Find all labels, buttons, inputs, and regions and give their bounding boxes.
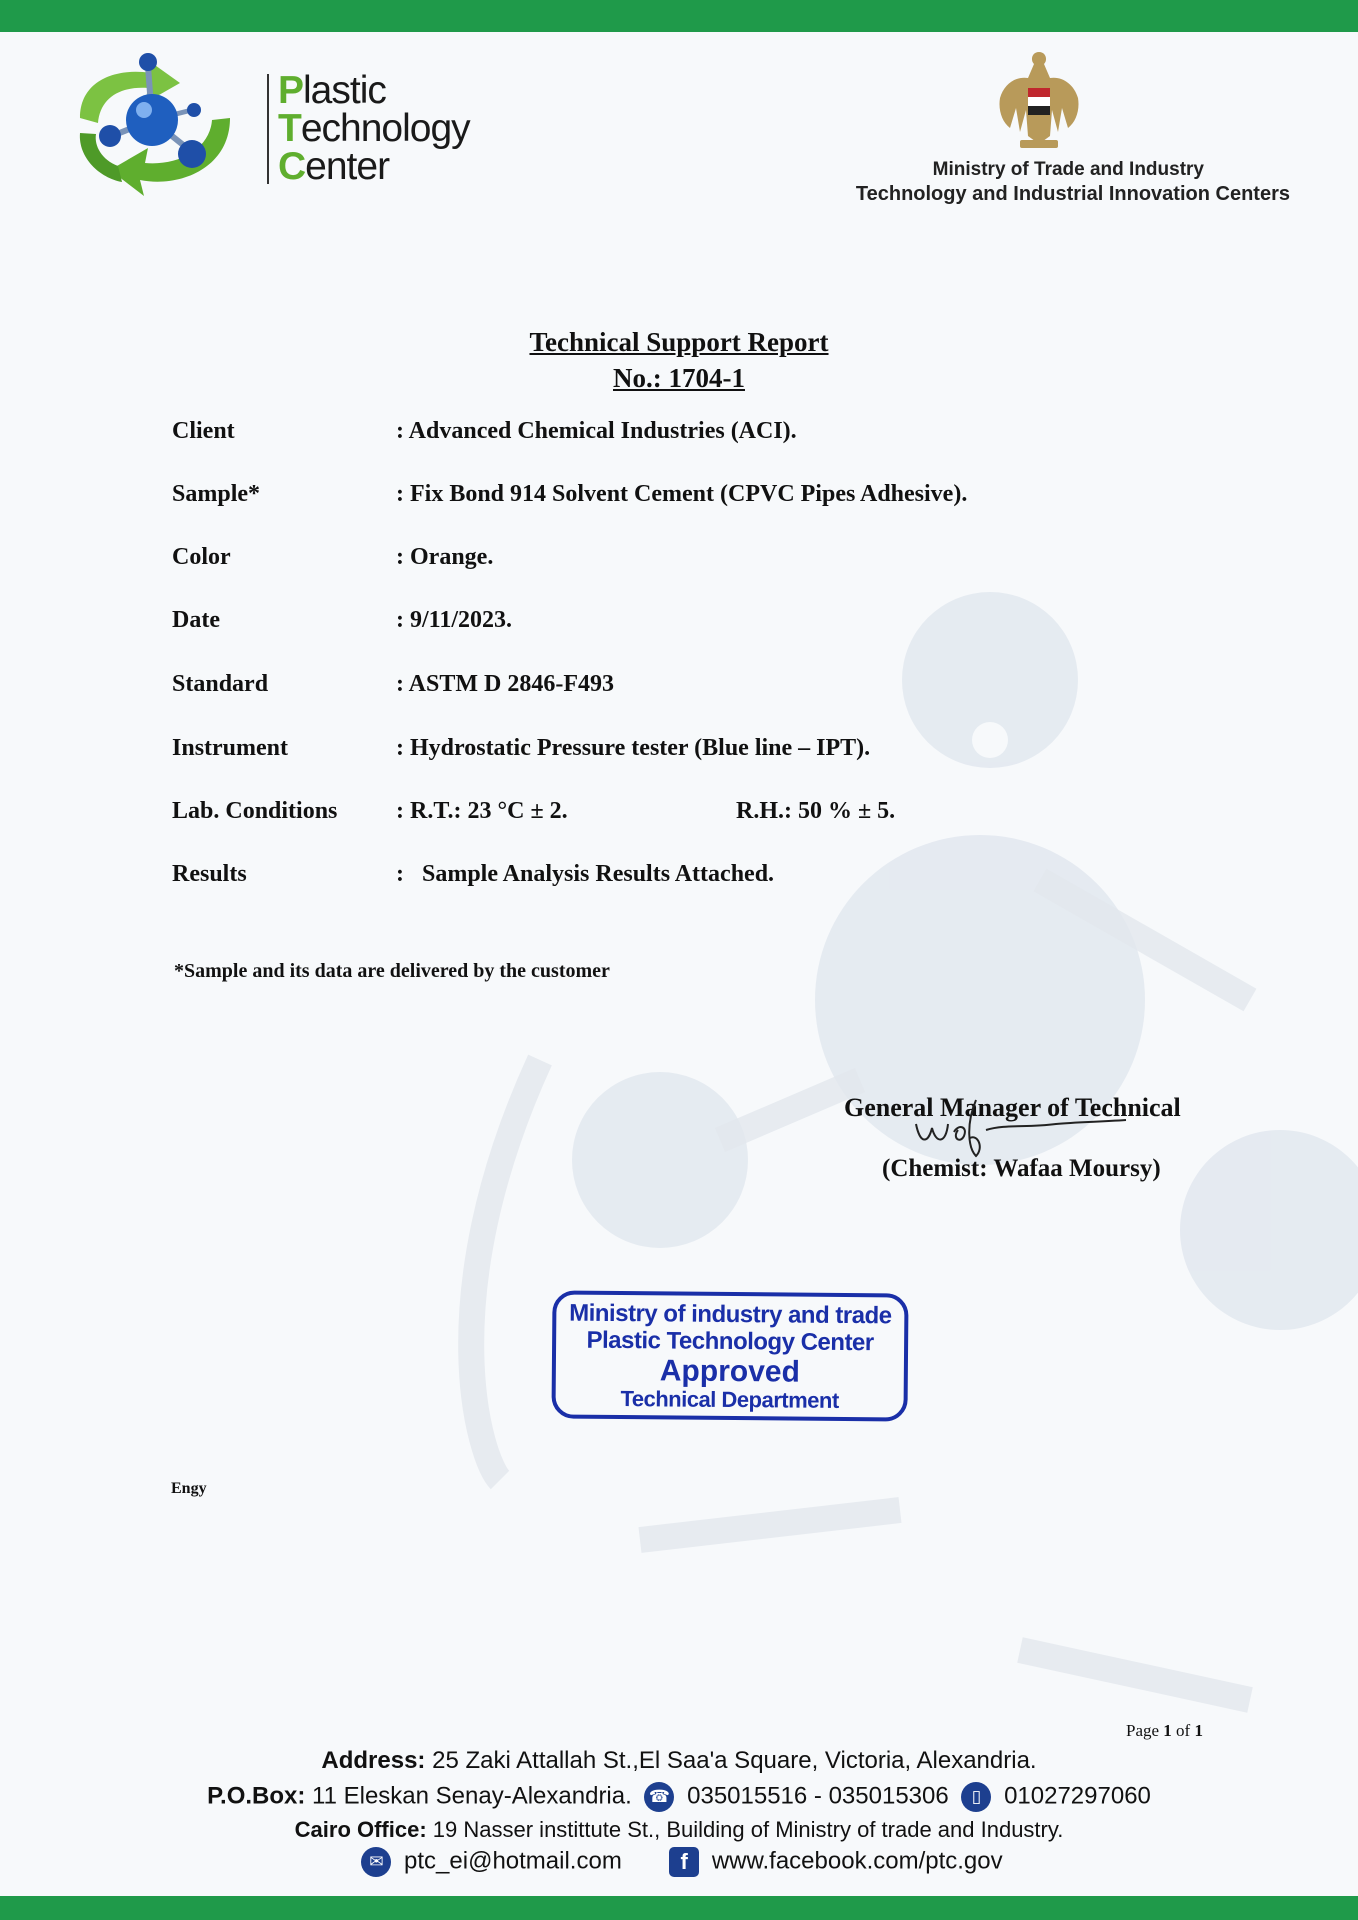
- footer-pobox: [0, 1782, 1358, 1812]
- handwritten-signature: [906, 1094, 1136, 1164]
- logo-divider: [267, 74, 269, 184]
- field-value: : 9/11/2023.: [396, 607, 513, 633]
- footer-cairo-office: [0, 1817, 1358, 1843]
- field-label: Sample*: [172, 481, 261, 507]
- mobile-icon: ▯: [961, 1782, 991, 1812]
- field-label: Instrument: [172, 735, 289, 761]
- pobox-label: P.O.Box:: [207, 1782, 306, 1810]
- field-label: Date: [172, 607, 220, 633]
- signatory-title: General Manager of Technical: [844, 1093, 1181, 1122]
- field-value: : R.T.: 23 °C ± 2.: [396, 798, 568, 824]
- email-address[interactable]: ptc_ei@hotmail.com: [404, 1847, 622, 1875]
- facebook-url[interactable]: www.facebook.com/ptc.gov: [711, 1847, 1003, 1875]
- approval-stamp: [551, 1290, 908, 1421]
- report-title: Technical Support Report: [529, 327, 829, 357]
- ministry-line-1: Ministry of Trade and Industry: [932, 159, 1204, 180]
- logo-line-technology: Technology: [278, 107, 470, 150]
- ptc-logo-icon: [60, 48, 250, 198]
- relative-humidity: R.H.: 50 % ± 5.: [736, 798, 896, 824]
- field-value: : Hydrostatic Pressure tester (Blue line – IPT).: [396, 735, 871, 761]
- field-value: : Advanced Chemical Industries (ACI).: [396, 418, 797, 444]
- field-value: : Orange.: [396, 544, 494, 570]
- address-label: Address:: [321, 1747, 426, 1774]
- ministry-header: [856, 158, 1290, 206]
- signatory-name: (Chemist: Wafaa Moursy): [882, 1155, 1161, 1182]
- ministry-line-2: Technology and Industrial Innovation Centers: [855, 183, 1290, 205]
- preparer-initials: Engy: [171, 1480, 207, 1497]
- field-label: Color: [172, 544, 231, 570]
- address-value: 25 Zaki Attallah St.,El Saa'a Square, Victoria, Alexandria.: [432, 1747, 1037, 1774]
- stamp-line-3: Approved: [659, 1354, 801, 1389]
- phone-icon: ☎: [644, 1782, 674, 1812]
- email-icon: ✉: [361, 1847, 391, 1877]
- facebook-icon: f: [669, 1847, 699, 1877]
- stamp-line-1: Ministry of industry and trade: [569, 1299, 892, 1330]
- egypt-eagle-emblem-icon: [996, 48, 1082, 152]
- stamp-line-2: Plastic Technology Center: [586, 1326, 874, 1357]
- field-label: Lab. Conditions: [172, 798, 338, 824]
- stamp-line-4: Technical Department: [620, 1386, 839, 1413]
- cairo-label: Cairo Office:: [294, 1817, 427, 1842]
- cairo-value: 19 Nasser instittute St., Building of Ministry of trade and Industry.: [432, 1817, 1064, 1842]
- bottom-green-band: [0, 1896, 1358, 1920]
- field-label: Client: [172, 418, 235, 444]
- field-value: : Fix Bond 914 Solvent Cement (CPVC Pipes Adhesive).: [396, 481, 968, 507]
- footer-contacts: [0, 1847, 1358, 1877]
- mobile-number: 01027297060: [1004, 1782, 1151, 1810]
- field-value: : ASTM D 2846-F493: [396, 671, 614, 697]
- sample-note: *Sample and its data are delivered by the customer: [174, 960, 610, 982]
- field-label: Results: [172, 861, 247, 887]
- field-value: : Sample Analysis Results Attached.: [396, 861, 775, 887]
- field-label: Standard: [172, 671, 269, 697]
- report-number: No.: 1704-1: [613, 363, 745, 393]
- phone-numbers: 035015516 - 035015306: [687, 1782, 949, 1810]
- logo-line-center: Center: [278, 145, 390, 188]
- footer-address: [0, 1747, 1358, 1775]
- page-number: Page 1 of 1: [1126, 1721, 1203, 1740]
- ptc-logo-text: [278, 69, 470, 188]
- logo-line-plastic: Plastic: [278, 69, 386, 112]
- report-title-block: [0, 324, 1358, 396]
- pobox-value: 11 Eleskan Senay-Alexandria.: [312, 1782, 632, 1810]
